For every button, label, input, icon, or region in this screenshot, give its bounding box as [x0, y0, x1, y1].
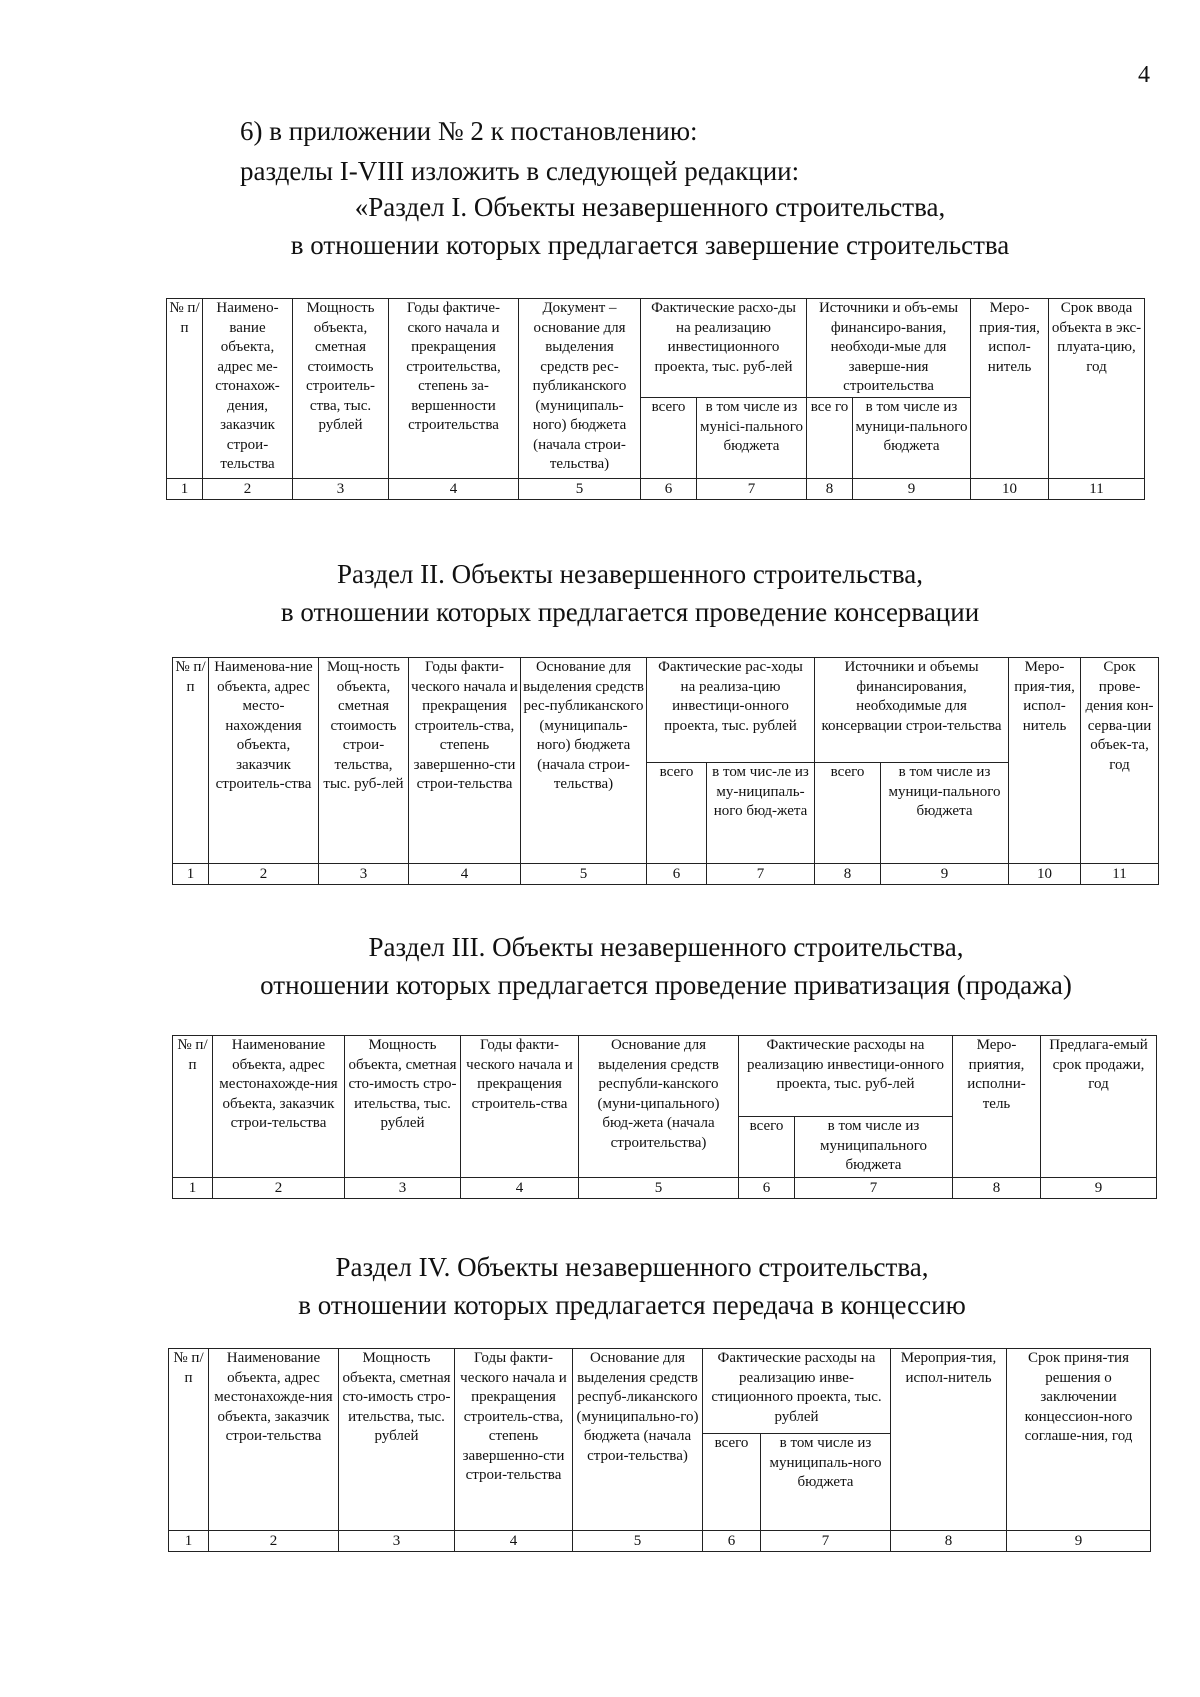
s1-n-9: 9 [853, 479, 971, 500]
s2-n-3: 3 [319, 864, 409, 885]
section-2-number-row [173, 864, 1159, 885]
section-1-title-line-2: в отношении которых предлагается завершение строительства [290, 230, 1010, 260]
s1-n-5: 5 [519, 479, 641, 500]
s1-h-actual-muni: в том числе из мунici-пального бюджета [697, 398, 807, 479]
section-2-title [180, 555, 1080, 631]
s3-h-actual-muni: в том числе из муниципального бюджета [795, 1117, 953, 1178]
s2-h-years: Годы факти-ческого начала и прекращения строитель-ства, степень завершенно-сти строи-тельства [409, 658, 521, 864]
s1-n-10: 10 [971, 479, 1049, 500]
s2-n-5: 5 [521, 864, 647, 885]
s4-h-name: Наименование объекта, адрес местонахожде-ния объекта, заказчик строи-тельства [209, 1349, 339, 1531]
s2-h-actual: Фактические рас-ходы на реализа-цию инвестици-онного проекта, тыс. рублей [647, 658, 815, 763]
section-4-number-row [169, 1531, 1151, 1552]
s1-h-capacity: Мощность объекта, сметная стоимость строитель-ства, тыс. рублей [293, 299, 389, 479]
s2-h-sources-total: всего [815, 763, 881, 864]
s2-n-8: 8 [815, 864, 881, 885]
s4-h-term: Срок приня-тия решения о заключении концессион-ного соглаше-ния, год [1007, 1349, 1151, 1531]
s4-n-2: 2 [209, 1531, 339, 1552]
s4-n-6: 6 [703, 1531, 761, 1552]
s2-h-term: Срок прове-дения кон-серва-ции объек-та, год [1081, 658, 1159, 864]
s1-h-measures: Меро-прия-тия, испол-нитель [971, 299, 1049, 479]
s1-h-sources-muni: в том числе из муници-пального бюджета [853, 398, 971, 479]
s2-n-9: 9 [881, 864, 1009, 885]
s2-h-capacity: Мощ-ность объекта, сметная стоимость строи-тельства, тыс. руб-лей [319, 658, 409, 864]
s1-n-7: 7 [697, 479, 807, 500]
s3-h-years: Годы факти-ческого начала и прекращения строитель-ства [461, 1036, 579, 1178]
section-4-title [182, 1248, 1082, 1324]
s3-h-basis: Основание для выделения средств республи-канского (муни-ципального) бюд-жета (начала строительства) [579, 1036, 739, 1178]
s1-h-actual: Фактические расхо-ды на реализацию инвестиционного проекта, тыс. руб-лей [641, 299, 807, 398]
section-4-title-line-2: в отношении которых предлагается передача в концессию [298, 1290, 966, 1320]
section-3-header-row-1 [173, 1036, 1157, 1117]
s3-n-1: 1 [173, 1178, 213, 1199]
s4-n-5: 5 [573, 1531, 703, 1552]
s3-h-actual: Фактические расходы на реализацию инвестици-онного проекта, тыс. руб-лей [739, 1036, 953, 1117]
s3-h-actual-total: всего [739, 1117, 795, 1178]
s3-n-8: 8 [953, 1178, 1041, 1199]
s2-h-no: № п/п [173, 658, 209, 864]
s1-h-sources: Источники и объ-емы финансиро-вания, необходи-мые для заверше-ния строительства [807, 299, 971, 398]
s4-h-measures: Мероприя-тия, испол-нитель [891, 1349, 1007, 1531]
s3-n-7: 7 [795, 1178, 953, 1199]
s1-n-8: 8 [807, 479, 853, 500]
s4-h-actual: Фактические расходы на реализацию инве-стиционного проекта, тыс. рублей [703, 1349, 891, 1434]
s2-h-basis: Основание для выделения средств рес-публиканского (муниципаль-ного) бюджета (начала строи-тельства) [521, 658, 647, 864]
intro-line-2: разделы I-VIII изложить в следующей редакции: [240, 156, 800, 186]
section-2-header-row-1 [173, 658, 1159, 763]
s3-h-measures: Меро-приятия, исполни-тель [953, 1036, 1041, 1178]
s3-n-9: 9 [1041, 1178, 1157, 1199]
s3-h-capacity: Мощность объекта, сметная сто-имость стро-ительства, тыс. рублей [345, 1036, 461, 1178]
section-4-title-line-1: Раздел IV. Объекты незавершенного строительства, [335, 1252, 929, 1282]
s2-h-actual-total: всего [647, 763, 707, 864]
page-number: 4 [1138, 62, 1150, 88]
s1-n-4: 4 [389, 479, 519, 500]
s1-h-no: № п/п [167, 299, 203, 479]
s2-n-6: 6 [647, 864, 707, 885]
s2-h-actual-muni: в том чис-ле из му-ниципаль-ного бюд-жета [707, 763, 815, 864]
s1-h-sources-total: все го [807, 398, 853, 479]
section-2-table [172, 657, 1159, 885]
s4-h-actual-muni: в том числе из муниципаль-ного бюджета [761, 1434, 891, 1531]
s4-h-basis: Основание для выделения средств респуб-ликанского (муниципально-го) бюджета (начала строи-тельства) [573, 1349, 703, 1531]
s2-n-11: 11 [1081, 864, 1159, 885]
s4-h-capacity: Мощность объекта, сметная сто-имость стро-ительства, тыс. рублей [339, 1349, 455, 1531]
s1-n-11: 11 [1049, 479, 1145, 500]
section-3-title-line-2: отношении которых предлагается проведение приватизация (продажа) [260, 970, 1072, 1000]
section-1-header-row-1 [167, 299, 1145, 398]
s1-n-2: 2 [203, 479, 293, 500]
section-2-title-line-1: Раздел II. Объекты незавершенного строительства, [337, 559, 923, 589]
s2-h-name: Наименова-ние объекта, адрес место-нахождения объекта, заказчик строитель-ства [209, 658, 319, 864]
s2-h-sources-muni: в том числе из муници-пального бюджета [881, 763, 1009, 864]
s1-h-term: Срок ввода объекта в экс-плуата-цию, год [1049, 299, 1145, 479]
s2-n-10: 10 [1009, 864, 1081, 885]
s1-h-name: Наимено-вание объекта, адрес ме-стонахож-дения, заказчик строи-тельства [203, 299, 293, 479]
s2-n-2: 2 [209, 864, 319, 885]
s3-n-4: 4 [461, 1178, 579, 1199]
s3-n-5: 5 [579, 1178, 739, 1199]
s2-h-sources: Источники и объемы финансирования, необходимые для консервации строи-тельства [815, 658, 1009, 763]
section-3-number-row [173, 1178, 1157, 1199]
s3-n-6: 6 [739, 1178, 795, 1199]
s2-n-4: 4 [409, 864, 521, 885]
s1-h-document: Документ – основание для выделения средств рес-публиканского (муниципаль-ного) бюджета (начала строи-тельства) [519, 299, 641, 479]
s3-h-term: Предлага-емый срок продажи, год [1041, 1036, 1157, 1178]
s1-n-3: 3 [293, 479, 389, 500]
section-4-table [168, 1348, 1151, 1552]
section-3-table [172, 1035, 1157, 1199]
s1-h-actual-total: всего [641, 398, 697, 479]
s2-h-measures: Меро-прия-тия, испол-нитель [1009, 658, 1081, 864]
s1-n-6: 6 [641, 479, 697, 500]
section-1-title [200, 188, 1100, 264]
section-4-header-row-1 [169, 1349, 1151, 1434]
s1-h-years: Годы фактиче-ского начала и прекращения строительства, степень за-вершенности строительства [389, 299, 519, 479]
s4-n-4: 4 [455, 1531, 573, 1552]
s3-h-no: № п/п [173, 1036, 213, 1178]
s4-h-no: № п/п [169, 1349, 209, 1531]
s2-n-7: 7 [707, 864, 815, 885]
s4-h-years: Годы факти-ческого начала и прекращения строитель-ства, степень завершенно-сти строи-тельства [455, 1349, 573, 1531]
s4-n-1: 1 [169, 1531, 209, 1552]
s4-n-7: 7 [761, 1531, 891, 1552]
section-3-title [216, 928, 1116, 1004]
intro-line-1: 6) в приложении № 2 к постановлению: [240, 116, 698, 146]
s4-n-8: 8 [891, 1531, 1007, 1552]
section-3-title-line-1: Раздел III. Объекты незавершенного строительства, [368, 932, 964, 962]
section-1-number-row [167, 479, 1145, 500]
s4-n-9: 9 [1007, 1531, 1151, 1552]
s1-n-1: 1 [167, 479, 203, 500]
s3-n-2: 2 [213, 1178, 345, 1199]
s3-h-name: Наименование объекта, адрес местонахожде-ния объекта, заказчик строи-тельства [213, 1036, 345, 1178]
s4-n-3: 3 [339, 1531, 455, 1552]
section-1-table [166, 298, 1145, 500]
section-2-title-line-2: в отношении которых предлагается проведение консервации [280, 597, 980, 627]
s3-n-3: 3 [345, 1178, 461, 1199]
s4-h-actual-total: всего [703, 1434, 761, 1531]
s2-n-1: 1 [173, 864, 209, 885]
section-1-title-line-1: «Раздел I. Объекты незавершенного строительства, [354, 192, 946, 222]
